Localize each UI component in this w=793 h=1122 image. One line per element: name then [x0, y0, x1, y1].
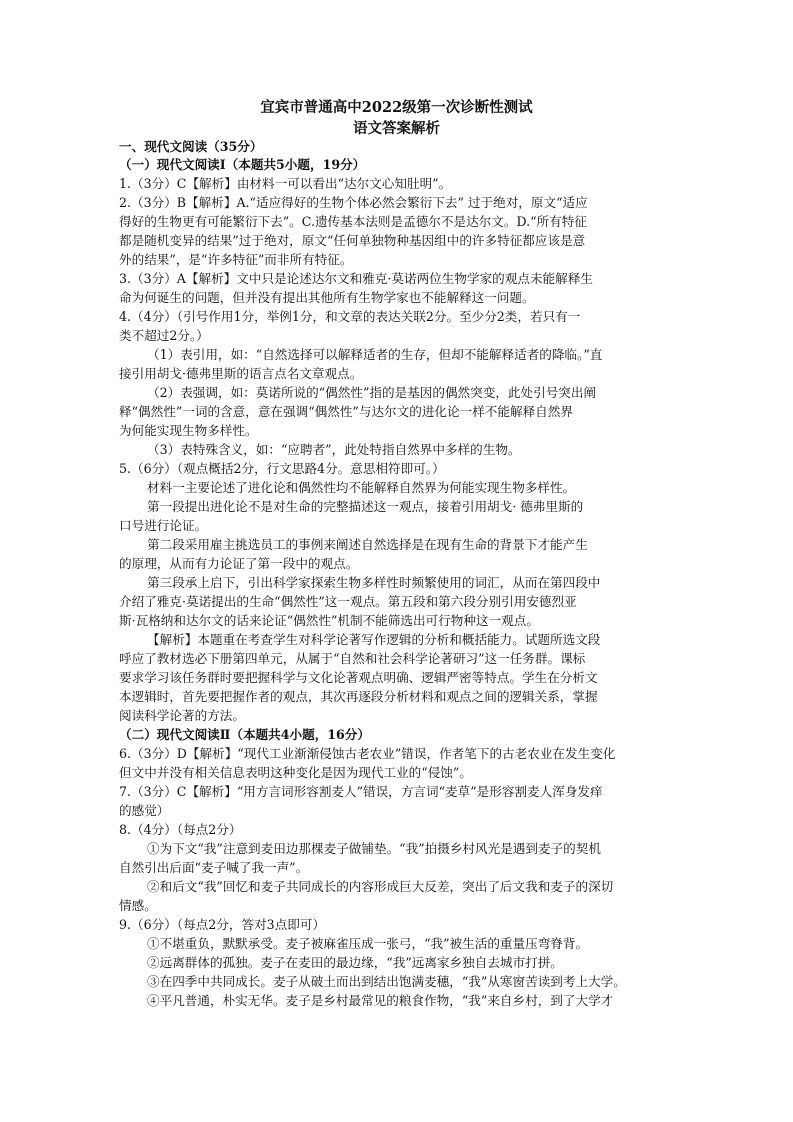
answer-line: 6.（3分）D【解析】“现代工业渐渐侵蚀古老农业”错误，作者笔下的古老农业在发生变化	[119, 746, 616, 761]
answer-line: 得好的生物更有可能繁衍下去”。C.遗传基本法则是孟德尔不是达尔文。D.“所有特征	[119, 214, 587, 229]
answer-line: 类不超过2分。）	[119, 328, 209, 343]
answer-line: 但文中并没有相关信息表明这种变化是因为现代工业的“侵蚀”。	[119, 765, 472, 780]
answer-line: 外的结果”，是“许多特征”而非所有特征。	[119, 252, 353, 267]
answer-line: 1.（3分）C【解析】由材料一可以看出“达尔文心知肚明”。	[119, 176, 452, 191]
answer-line: ②和后文“我”回忆和麦子共同成长的内容形成巨大反差，突出了后文我和麦子的深切	[147, 879, 614, 894]
answer-line: 呼应了教材选必下册第四单元，从属于“自然和社会科学论著研习”这一任务群。课标	[119, 651, 586, 666]
answer-line: 的原理，从而有力论证了第一段中的观点。	[119, 556, 359, 571]
answer-line: 9.（6分）（每点2分，答对3点即可）	[119, 917, 326, 932]
answer-line: ①不堪重负，默默承受。麦子被麻雀压成一张弓，“我”被生活的重量压弯脊背。	[147, 936, 589, 951]
answer-line: ④平凡普通，朴实无华。麦子是乡村最常见的粮食作物，“我”来自乡村，到了大学才	[147, 993, 614, 1008]
answer-line: 接引用胡戈·德弗里斯的语言点名文章观点。	[119, 366, 363, 381]
answer-line: ①为下文“我”注意到麦田边那棵麦子做铺垫。“我”拍摄乡村风光是遇到麦子的契机	[147, 841, 601, 856]
answer-line: 命为何诞生的问题，但并没有提出其他所有生物学家也不能解释这一问题。	[119, 290, 535, 305]
answer-line: 3.（3分）A【解析】文中只是论述达尔文和雅克·莫诺两位生物学家的观点未能解释生	[119, 271, 593, 286]
answer-line: 本逻辑时，首先要把握作者的观点，其次再逐段分析材料和观点之间的逻辑关系，掌握	[119, 689, 598, 704]
answer-line: 【解析】本题重在考查学生对科学论著写作逻辑的分析和概括能力。试题所选文段	[147, 632, 601, 647]
answer-line: 释“偶然性”一词的含意，意在强调“偶然性”与达尔文的进化论一样不能解释自然界	[119, 404, 573, 419]
answer-line: 5.（6分）（观点概括2分，行文思路4分。意思相符即可。）	[119, 461, 445, 476]
answer-line: 8.（4分）（每点2分）	[119, 822, 242, 837]
answer-line: （3）表特殊含义，如：“应聘者”，此处特指自然界中多样的生物。	[147, 442, 521, 457]
answer-line: 第一段提出进化论不是对生命的完整描述这一观点，接着引用胡戈· 德弗里斯的	[147, 499, 584, 514]
subsection-heading: （一）现代文阅读Ⅰ（本题共5小题，19分）	[119, 157, 366, 172]
answer-line: 都是随机变异的结果”过于绝对，原文“任何单独物种基因组中的许多特征都应该是意	[119, 233, 586, 248]
answer-line: 7.（3分）C【解析】“用方言词形容割麦人”错误，方言词“麦草”是形容割麦人浑身发痒	[119, 784, 603, 799]
subsection-heading: （二）现代文阅读Ⅱ（本题共4小题，16分）	[119, 727, 370, 742]
document-subtitle: 语文答案解析	[353, 120, 440, 137]
answer-line: 斯·瓦格纳和达尔文的话来论证“偶然性”机制不能筛选出可行物种这一观点。	[119, 613, 539, 628]
section-heading: 一、现代文阅读（35分）	[119, 139, 263, 154]
answer-line: 的感觉）	[119, 803, 170, 818]
answer-line: 阅读科学论著的方法。	[119, 708, 245, 723]
answer-line: （2）表强调，如：莫诺所说的“偶然性”指的是基因的偶然突变，此处引号突出阐	[147, 385, 597, 400]
answer-line: 为何能实现生物多样性。	[119, 423, 258, 438]
answer-line: ③在四季中共同成长。麦子从破土而出到结出饱满麦穗，“我”从寒窗苦读到考上大学。	[147, 974, 626, 989]
document-title: 宜宾市普通高中2022级第一次诊断性测试	[260, 99, 533, 116]
answer-line: （1）表引用，如：“自然选择可以解释适者的生存，但却不能解释适者的降临。”直	[147, 347, 603, 362]
answer-line: 情感。	[119, 898, 157, 913]
answer-line: 自然引出后面“麦子喊了我一声”。	[119, 860, 309, 875]
answer-line: 介绍了雅克·莫诺提出的生命“偶然性”这一观点。第五段和第六段分别引用安德烈亚	[119, 594, 577, 609]
answer-line: 材料一主要论述了进化论和偶然性均不能解释自然界为何能实现生物多样性。	[147, 480, 576, 495]
answer-line: 要求学习该任务群时要把握科学与文化论著观点明确、逻辑严密等特点。学生在分析文	[119, 670, 598, 685]
answer-line: 4.（4分）（引号作用1分，举例1分，和文章的表达关联2分。至少分2类，若只有一	[119, 309, 581, 324]
answer-line: 第二段采用雇主挑选员工的事例来阐述自然选择是在现有生命的背景下才能产生	[147, 537, 588, 552]
answer-line: 第三段承上启下，引出科学家探索生物多样性时频繁使用的词汇，从而在第四段中	[147, 575, 601, 590]
answer-line: 2.（3分）B【解析】A.“适应得好的生物个体必然会繁衍下去” 过于绝对，原文“适应	[119, 195, 588, 210]
answer-line: ②远离群体的孤独。麦子在麦田的最边缘，“我”远离家乡独自去城市打拼。	[147, 955, 563, 970]
answer-line: 口号进行论证。	[119, 518, 208, 533]
